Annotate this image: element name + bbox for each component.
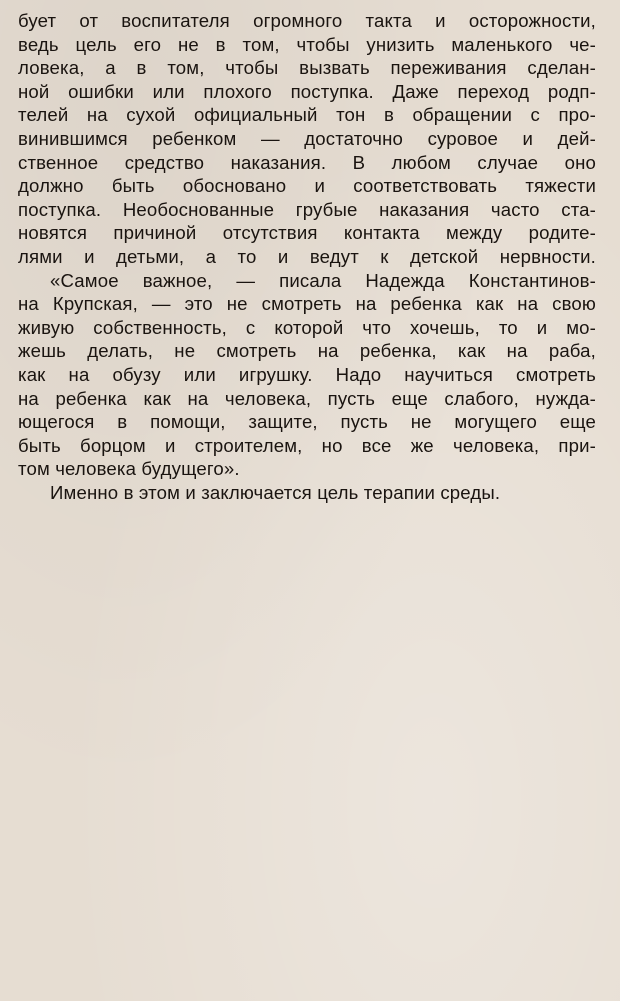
text-line: ственное средство наказания. В любом случае оно	[18, 151, 596, 173]
text-line: лями и детьми, а то и ведут к детской нервности.	[18, 245, 596, 267]
text-line: жешь делать, не смотреть на ребенка, как на раба,	[18, 340, 596, 362]
text-line: ведь цель его не в том, чтобы унизить маленького че-	[18, 33, 596, 55]
body-text	[18, 9, 596, 504]
paragraph-first-line: «Самое важное, — писала Надежда Константинов-	[50, 269, 596, 291]
text-line: новятся причиной отсутствия контакта между родите-	[18, 222, 596, 244]
paragraph-last-line: том человека будущего».	[18, 458, 240, 480]
text-line: ной ошибки или плохого поступка. Даже переход родп-	[18, 80, 596, 102]
text-line: поступка. Необоснованные грубые наказания часто ста-	[18, 198, 596, 220]
text-line: должно быть обосновано и соответствовать тяжести	[18, 175, 596, 197]
text-line: быть борцом и строителем, но все же человека, при-	[18, 434, 596, 456]
text-line: на ребенка как на человека, пусть еще слабого, нужда-	[18, 387, 596, 409]
text-line: ловека, а в том, чтобы вызвать переживания сделан-	[18, 57, 596, 79]
text-line: на Крупская, — это не смотреть на ребенка как на свою	[18, 293, 596, 315]
text-line: живую собственность, с которой что хочешь, то и мо-	[18, 316, 596, 338]
text-line: винившимся ребенком — достаточно суровое и дей-	[18, 127, 596, 149]
text-line: бует от воспитателя огромного такта и осторожности,	[18, 10, 596, 31]
paragraph-first-line: Именно в этом и заключается цель терапии среды.	[50, 481, 501, 503]
text-line: телей на сухой официальный тон в обращении с про-	[18, 104, 596, 126]
text-line: ющегося в помощи, защите, пусть не могущего еще	[18, 411, 596, 433]
text-line: как на обузу или игрушку. Надо научиться смотреть	[18, 363, 596, 385]
